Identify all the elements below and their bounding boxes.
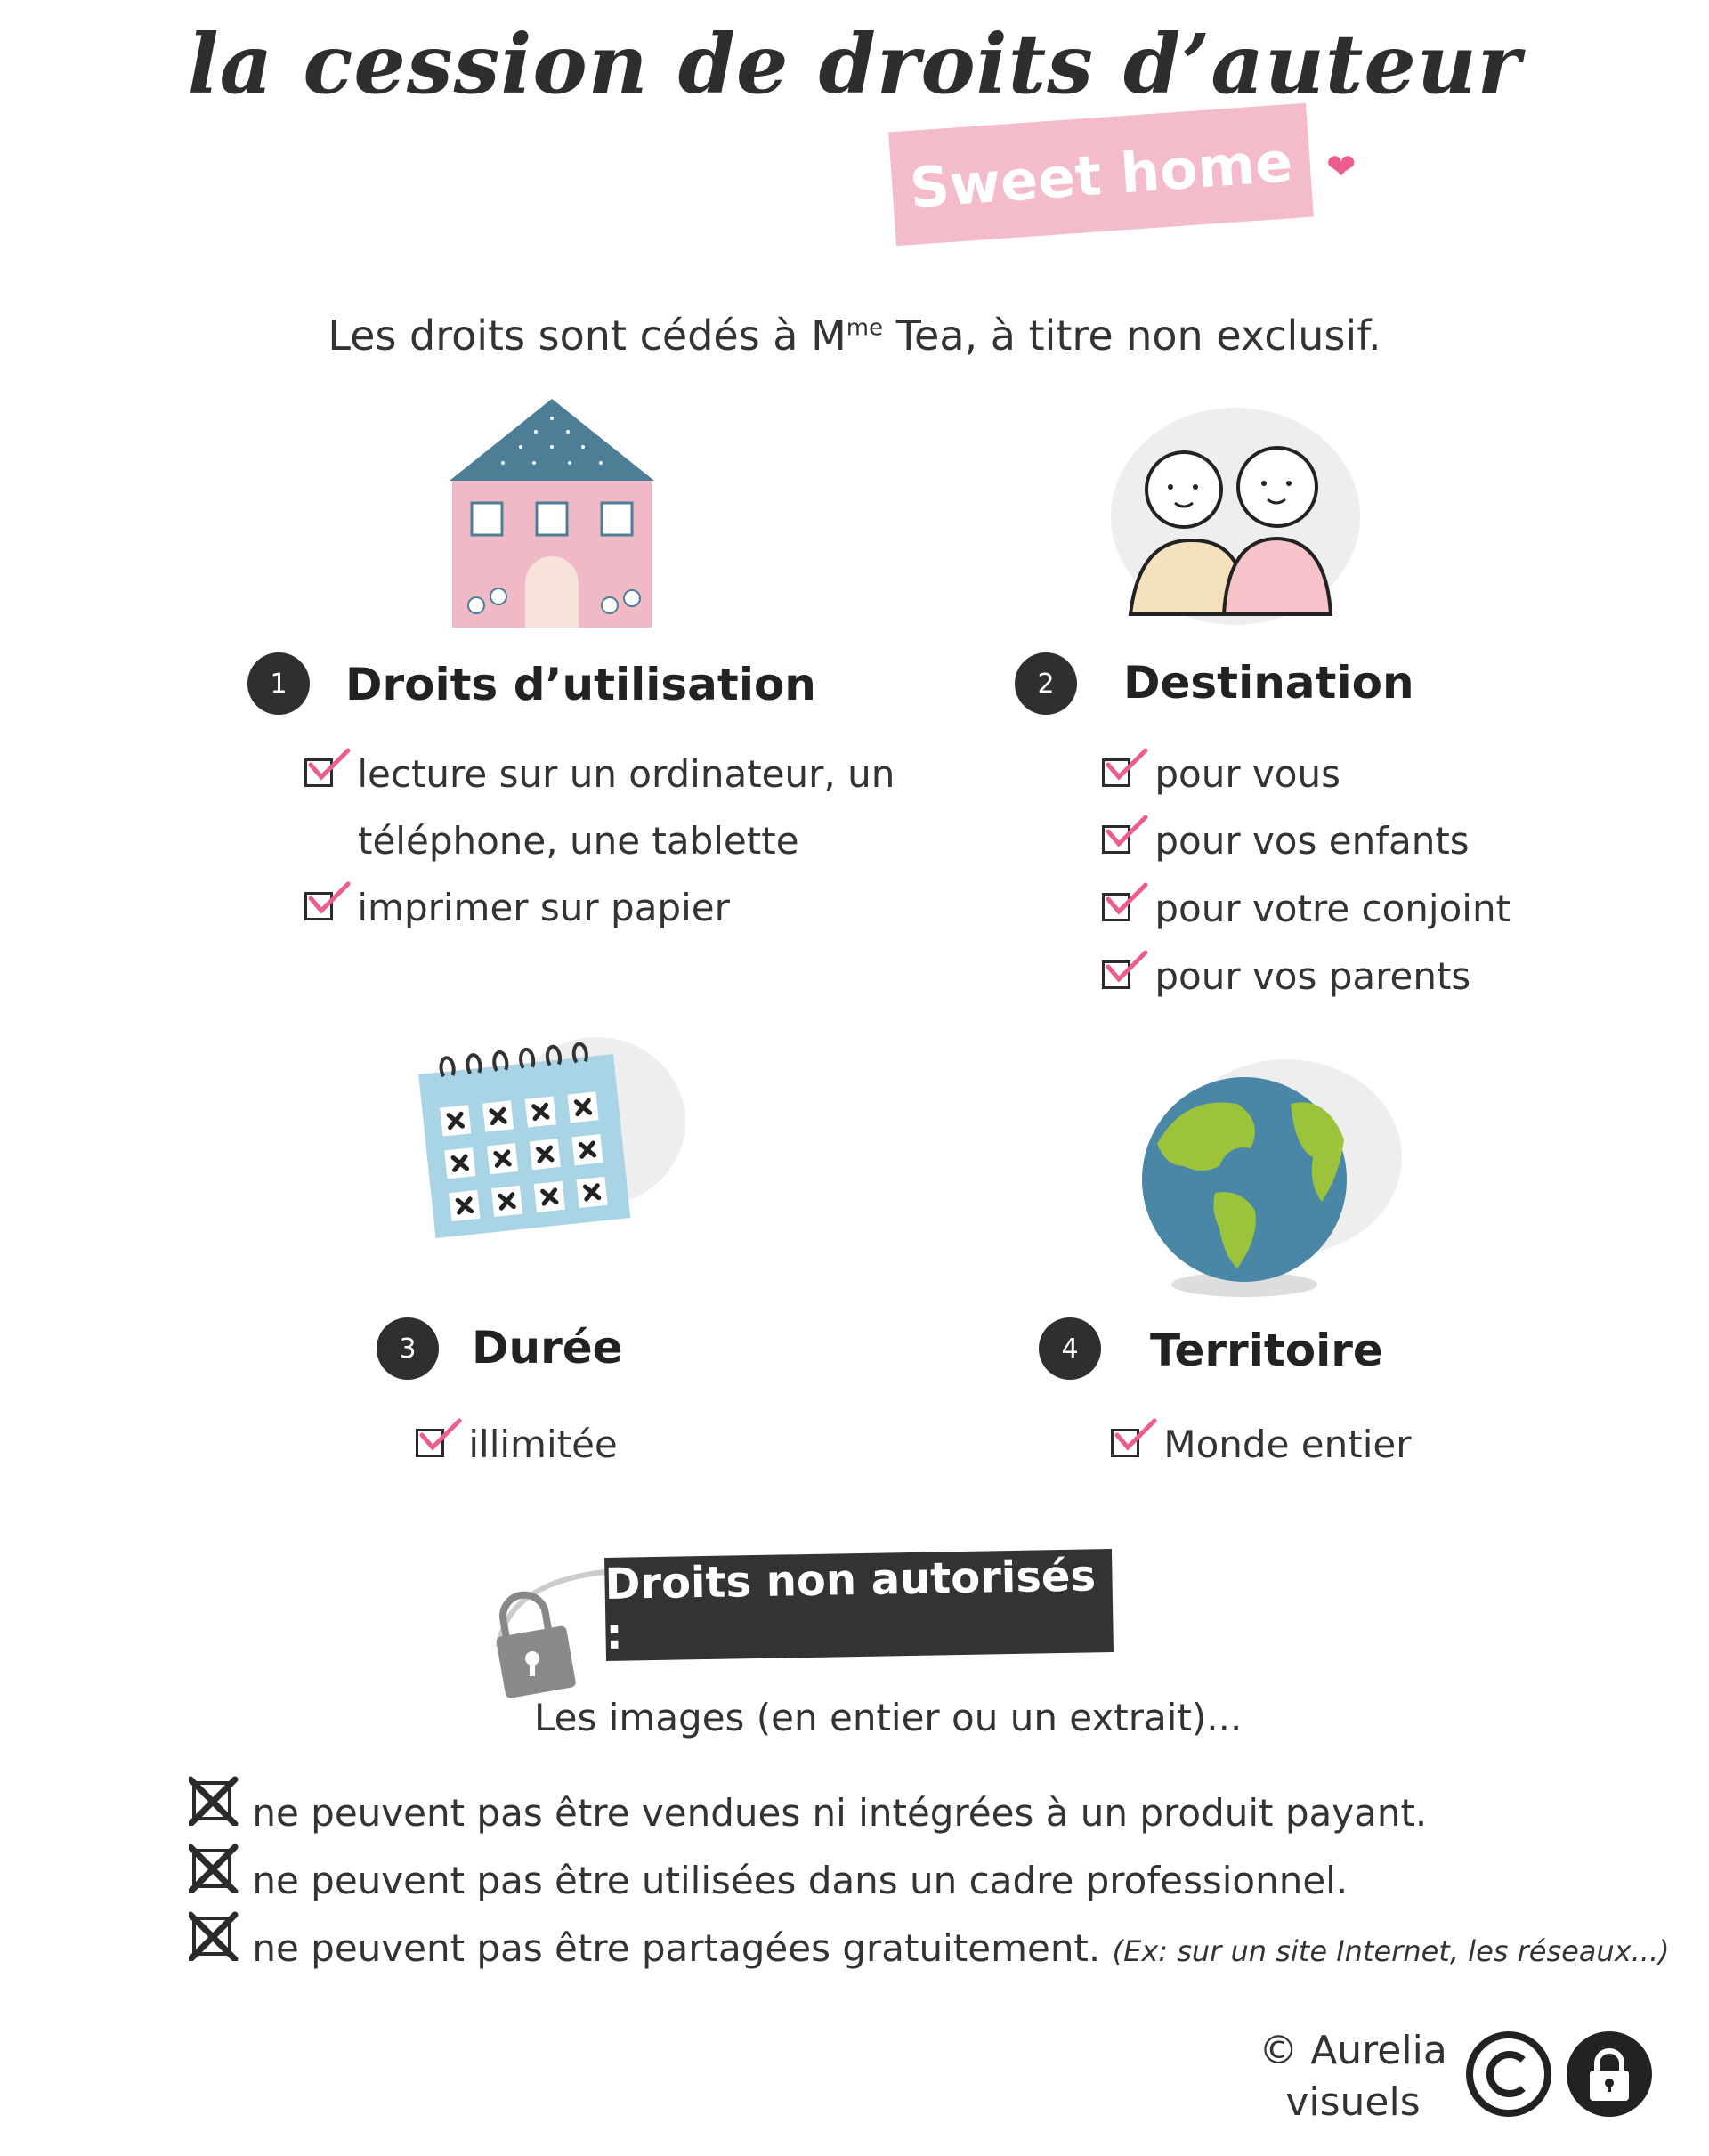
list-item <box>1102 954 1470 998</box>
heart-icon: ❤ <box>1326 147 1357 188</box>
list-item <box>1102 819 1470 863</box>
check-icon <box>1102 960 1130 989</box>
sweet-home-tag <box>888 103 1314 246</box>
intro-after: Tea, à titre non exclusif. <box>883 312 1381 360</box>
item-text: Monde entier <box>1163 1422 1412 1466</box>
section-title-duree: Durée <box>472 1322 623 1374</box>
section-number-1: 1 <box>247 652 310 715</box>
tag-label: Sweet home <box>907 128 1295 221</box>
forbidden-label <box>604 1549 1114 1661</box>
forbidden-example: (Ex: sur un site Internet, les réseaux...) <box>1112 1934 1670 1968</box>
list-item <box>304 752 895 796</box>
check-icon <box>304 892 333 920</box>
list-item <box>1102 752 1340 796</box>
check-icon <box>304 758 333 787</box>
intro-sup: me <box>846 314 884 342</box>
forbidden-label-text: Droits non autorisés : <box>604 1551 1097 1659</box>
item-text: imprimer sur papier <box>357 886 730 929</box>
check-icon <box>416 1429 444 1457</box>
item-text: pour vos parents <box>1154 954 1471 998</box>
list-item-continuation: téléphone, une tablette <box>358 819 799 863</box>
section-title-territoire: Territoire <box>1150 1325 1383 1376</box>
lock-icon <box>1565 2030 1654 2119</box>
check-icon <box>1102 758 1130 787</box>
forbidden-item <box>189 1776 1427 1835</box>
list-item <box>304 886 730 929</box>
credit-line-1: © Aurelia <box>1259 2028 1447 2073</box>
intro-text <box>0 312 1709 360</box>
forbidden-intro: Les images (en entier ou un extrait)... <box>534 1696 1243 1739</box>
credit <box>1246 2025 1460 2128</box>
item-text: illimitée <box>468 1422 618 1466</box>
cross-box-icon <box>189 1776 231 1819</box>
section-number-3: 3 <box>377 1317 439 1380</box>
item-text: pour vos enfants <box>1154 819 1470 863</box>
item-text: pour votre conjoint <box>1154 887 1511 930</box>
check-icon <box>1102 893 1130 921</box>
padlock-illustration <box>481 1562 623 1714</box>
page-title: la cession de droits d’auteur <box>187 16 1522 112</box>
check-icon <box>1102 825 1130 854</box>
calendar-illustration <box>418 1028 694 1260</box>
list-item <box>416 1422 618 1466</box>
forbidden-item-text: ne peuvent pas être vendues ni intégrées à un produit payant. <box>252 1791 1428 1835</box>
forbidden-item <box>189 1911 1670 1970</box>
section-number-4: 4 <box>1039 1317 1101 1380</box>
copyright-icon <box>1464 2030 1553 2119</box>
section-title-destination: Destination <box>1123 657 1414 709</box>
item-text: lecture sur un ordinateur, un <box>357 752 895 796</box>
section-number-2: 2 <box>1015 652 1077 715</box>
forbidden-item-text: ne peuvent pas être utilisées dans un cadre professionnel. <box>252 1859 1349 1902</box>
credit-line-2: visuels <box>1285 2079 1421 2125</box>
item-text: pour vous <box>1154 752 1341 796</box>
two-people-illustration <box>1104 405 1362 628</box>
section-title-usage: Droits d’utilisation <box>345 659 816 710</box>
check-icon <box>1111 1429 1139 1457</box>
cross-box-icon <box>189 1911 231 1954</box>
globe-illustration <box>1130 1059 1415 1309</box>
forbidden-item <box>189 1844 1348 1902</box>
list-item <box>1102 887 1511 930</box>
intro-before: Les droits sont cédés à M <box>328 312 846 360</box>
list-item <box>1111 1422 1411 1466</box>
house-illustration <box>436 392 676 641</box>
forbidden-item-text: ne peuvent pas être partagées gratuitement. <box>252 1926 1101 1970</box>
cross-box-icon <box>189 1844 231 1886</box>
